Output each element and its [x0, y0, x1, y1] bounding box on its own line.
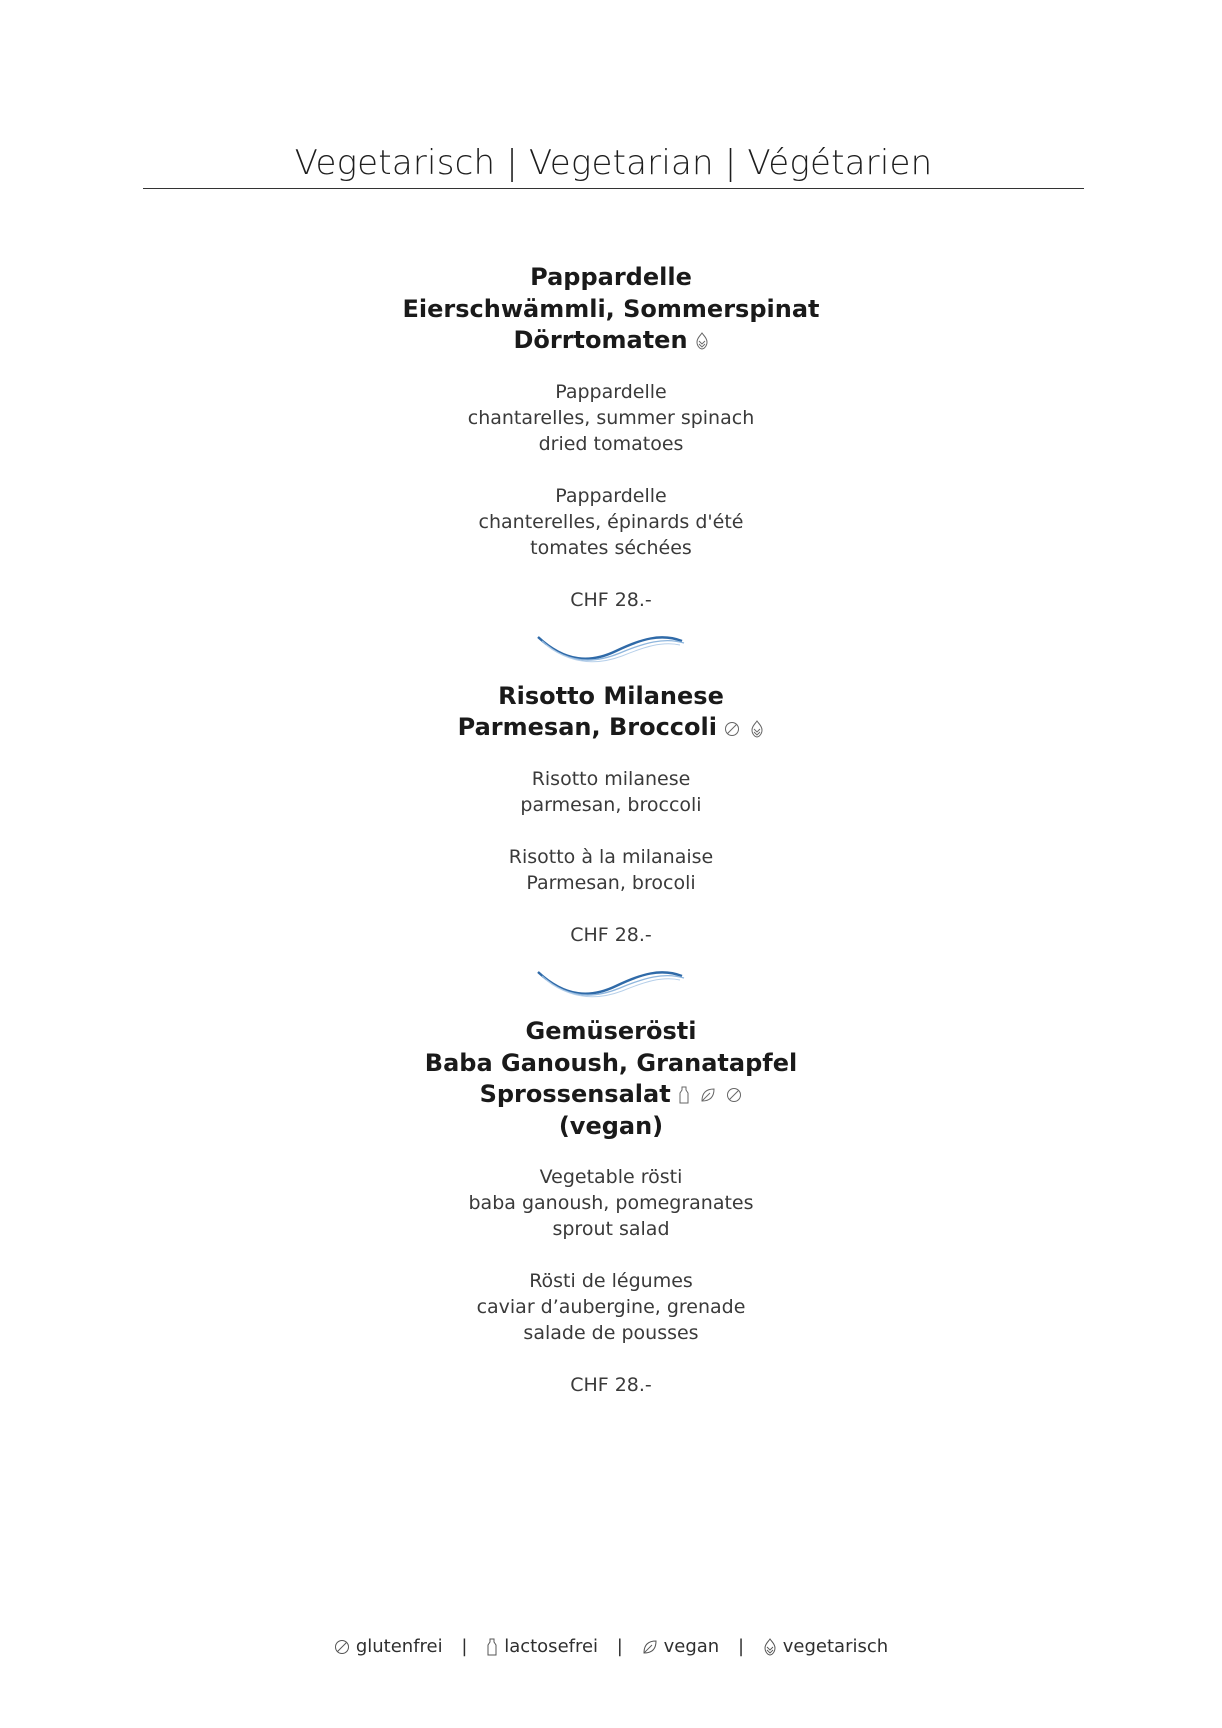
- dish-gemueseroesti: [0, 1016, 1222, 1398]
- lactose-free-icon: [486, 1638, 498, 1656]
- vegan-icon: [700, 1087, 716, 1103]
- description-line: baba ganoush, pomegranates: [468, 1192, 754, 1215]
- description-english: [0, 379, 1222, 457]
- description-line: tomates séchées: [530, 536, 692, 559]
- description-english: [0, 1164, 1222, 1242]
- dish-name-line: Parmesan, Broccoli: [457, 713, 717, 742]
- legend-item-vegan: [642, 1636, 720, 1657]
- page-title: Vegetarisch | Vegetarian | Végétarien: [294, 143, 933, 183]
- title-divider: [143, 188, 1084, 189]
- legend-separator: |: [737, 1636, 745, 1657]
- description-line: salade de pousses: [523, 1322, 699, 1345]
- description-line: Risotto milanese: [531, 768, 691, 790]
- dish-name-line: Sprossensalat: [479, 1080, 671, 1108]
- description-line: Risotto à la milanaise: [508, 846, 714, 868]
- dish-name-line: (vegan): [558, 1111, 664, 1140]
- description-french: [0, 844, 1222, 896]
- legend-label: vegan: [663, 1636, 720, 1657]
- description-line: Rösti de légumes: [529, 1270, 693, 1293]
- price: CHF 28.-: [570, 588, 652, 611]
- lactose-free-icon: [678, 1086, 690, 1104]
- legend-item-gluten-free: [334, 1636, 443, 1657]
- description-english: [0, 766, 1222, 818]
- legend-label: vegetarisch: [782, 1636, 889, 1657]
- dish-name-line: Gemüserösti: [525, 1017, 697, 1045]
- description-french: [0, 483, 1222, 561]
- allergen-legend: [0, 1636, 1222, 1657]
- price: CHF 28.-: [570, 924, 652, 946]
- dish-name-line: Eierschwämmli, Sommerspinat: [402, 294, 820, 323]
- description-line: sprout salad: [552, 1218, 670, 1241]
- legend-item-lactose-free: [486, 1636, 598, 1657]
- dish-name-line: Dörrtomaten: [513, 326, 688, 354]
- description-french: [0, 1268, 1222, 1346]
- wave-divider-icon: [536, 962, 686, 1002]
- dish-pappardelle: [0, 262, 1222, 613]
- gluten-free-icon: [726, 1087, 742, 1103]
- description-line: Pappardelle: [555, 484, 667, 507]
- vegan-icon: [642, 1639, 658, 1655]
- description-line: chanterelles, épinards d'été: [478, 510, 744, 533]
- vegetarian-icon: [695, 332, 709, 350]
- dish-name-line: Risotto Milanese: [498, 681, 724, 710]
- dish-name-line: Baba Ganoush, Granatapfel: [424, 1048, 798, 1077]
- legend-item-vegetarian: [763, 1636, 888, 1657]
- menu-list: [0, 262, 1222, 1398]
- wave-divider-icon: [536, 627, 686, 667]
- description-line: caviar d’aubergine, grenade: [476, 1296, 746, 1319]
- description-line: dried tomatoes: [538, 432, 684, 455]
- dish-name: [0, 1016, 1222, 1142]
- description-line: parmesan, broccoli: [520, 794, 702, 816]
- description-line: Vegetable rösti: [539, 1166, 683, 1189]
- gluten-free-icon: [724, 721, 740, 737]
- dish-name: [0, 681, 1222, 744]
- legend-separator: |: [461, 1636, 468, 1657]
- gluten-free-icon: [334, 1639, 350, 1655]
- description-line: Pappardelle: [555, 380, 667, 403]
- dish-risotto: [0, 681, 1222, 948]
- legend-label: lactosefrei: [504, 1636, 599, 1657]
- legend-separator: |: [616, 1636, 623, 1657]
- vegetarian-icon: [750, 720, 764, 738]
- description-line: chantarelles, summer spinach: [467, 406, 755, 429]
- dish-name-line: Pappardelle: [530, 263, 692, 291]
- dish-name: [0, 262, 1222, 357]
- price: CHF 28.-: [570, 1374, 652, 1397]
- description-line: Parmesan, brocoli: [526, 872, 696, 894]
- legend-label: glutenfrei: [355, 1636, 443, 1657]
- vegetarian-icon: [763, 1638, 777, 1656]
